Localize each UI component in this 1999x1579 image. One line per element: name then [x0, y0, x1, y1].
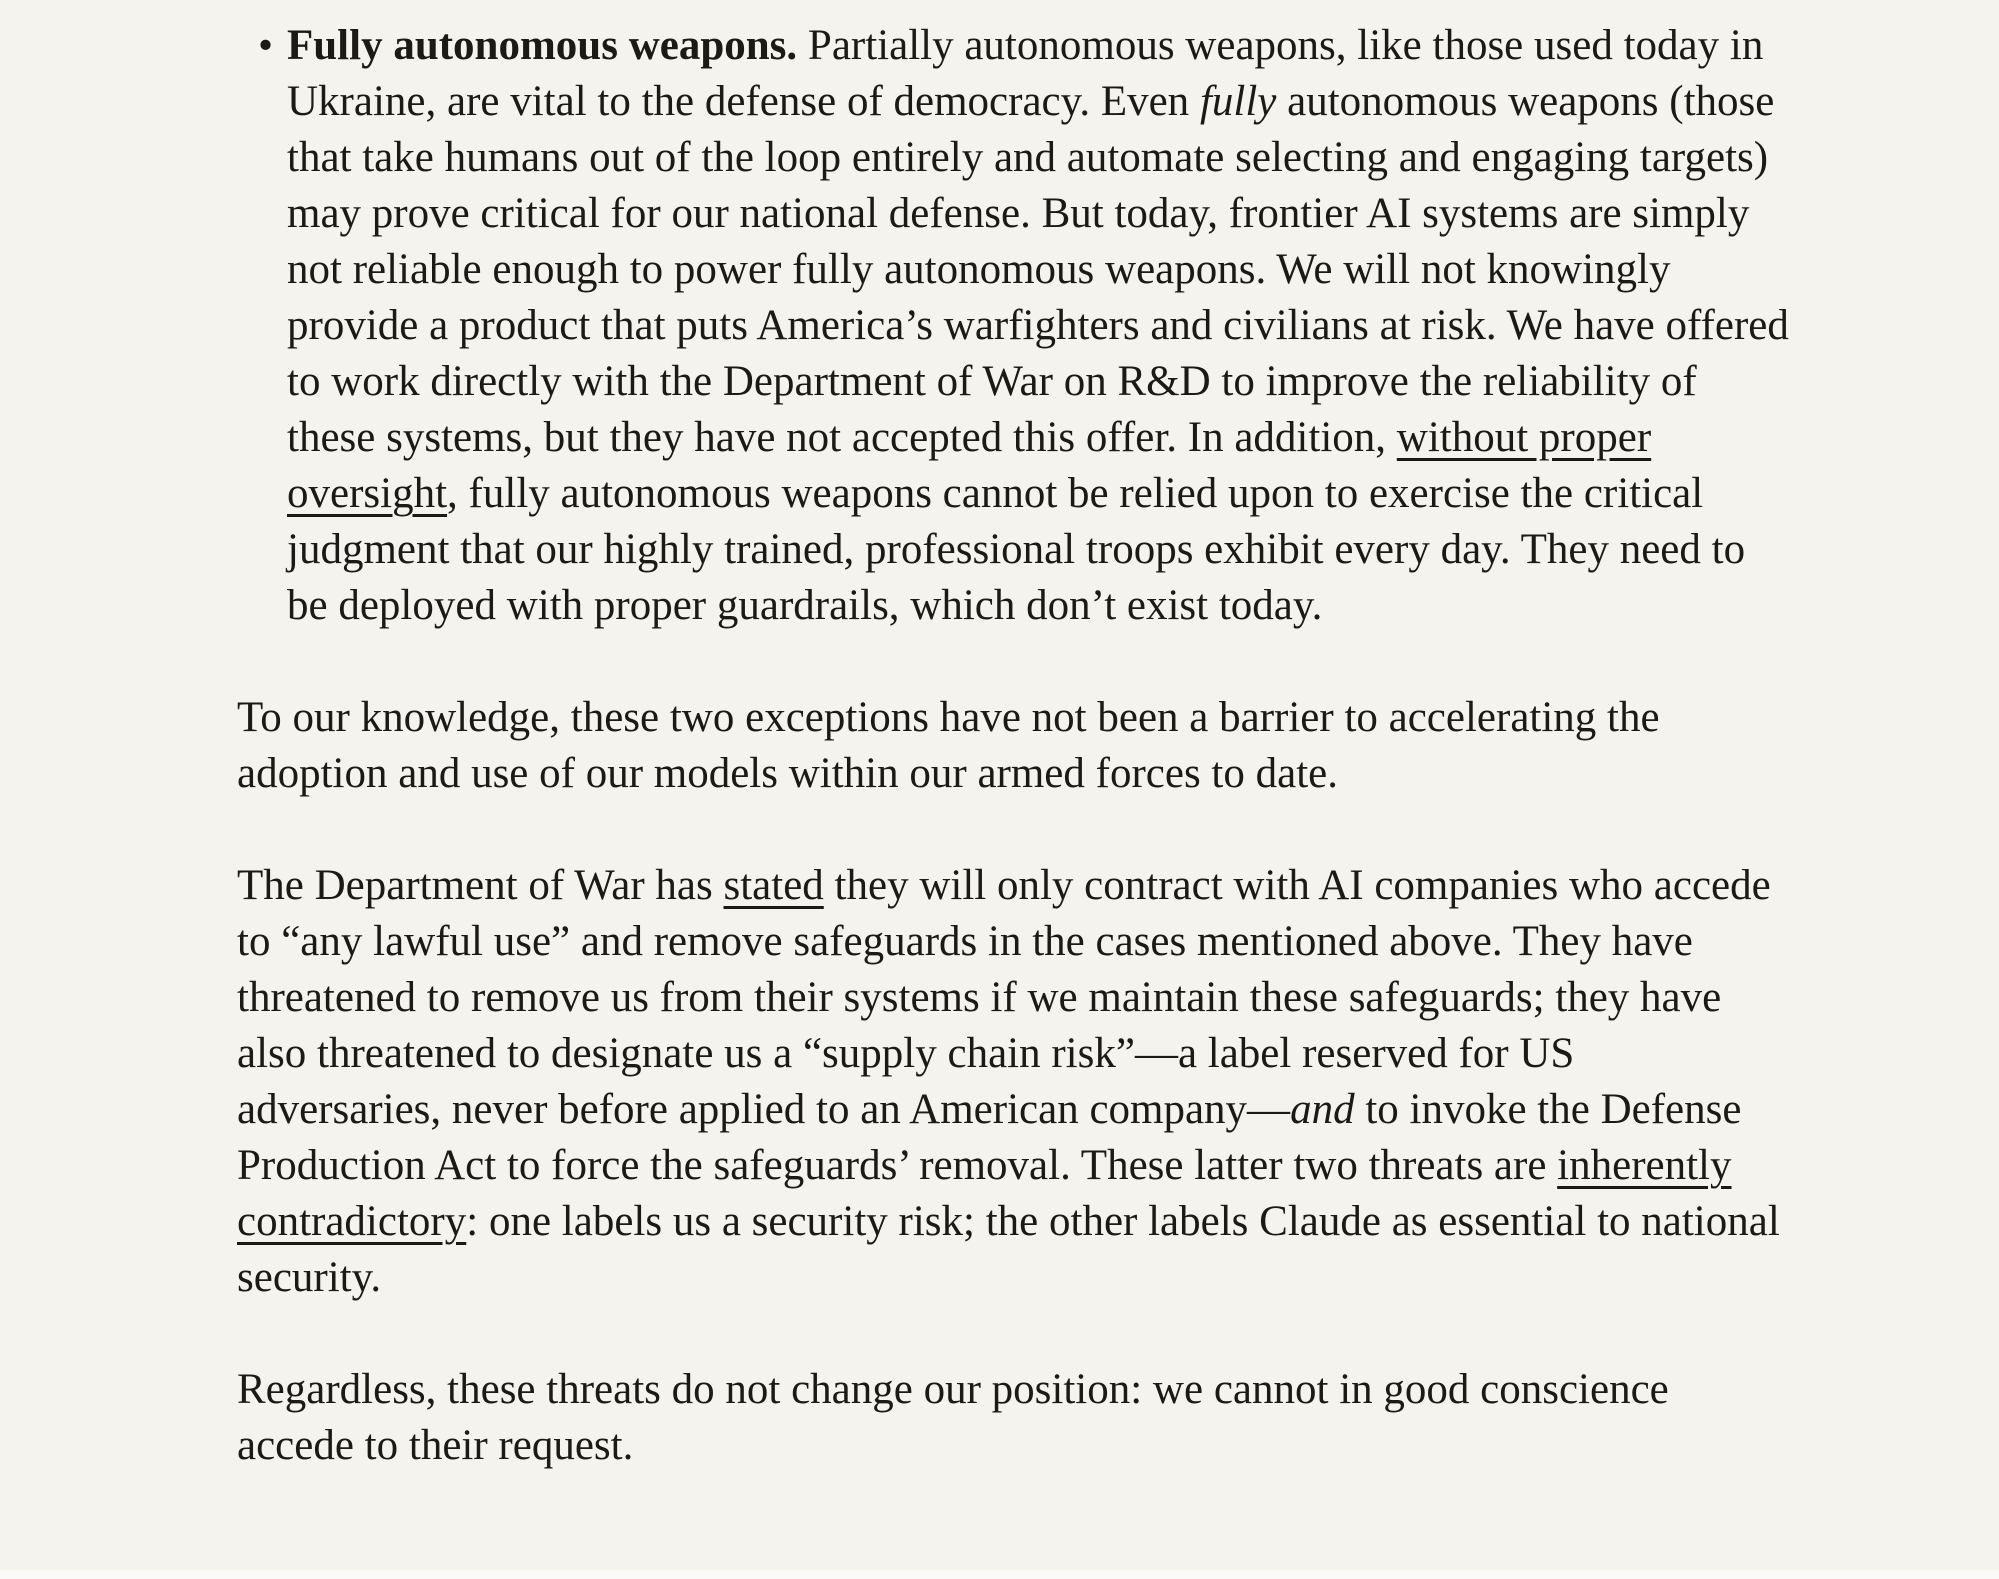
- bullet-list: [237, 18, 1789, 634]
- link-without-proper-oversight[interactable]: without proper oversight: [287, 414, 1652, 517]
- viewport-bottom-edge: [0, 1570, 1999, 1579]
- link-inherently-contradictory[interactable]: inherently contradictory: [237, 1142, 1732, 1245]
- link-stated[interactable]: stated: [723, 862, 824, 909]
- list-item-text: Fully autonomous weapons. Partially autonomous weapons, like those used today in Ukraine, are vital to the defense of democracy. Even fully autonomous weapons (those that take humans out of the loop entirely and automate selecting and engaging targets) may prove critical for our national defense. But today, frontier AI systems are simply not reliable enough to power fully autonomous weapons. We will not knowingly provide a product that puts America’s warfighters and civilians at risk. We have offered to work directly with the Department of War on R&D to improve the reliability of these systems, but they have not accepted this offer. In addition, without proper oversight, fully autonomous weapons cannot be relied upon to exercise the critical judgment that our highly trained, professional troops exhibit every day. They need to be deployed with proper guardrails, which don’t exist today.: [287, 22, 1789, 629]
- paragraph-regardless: Regardless, these threats do not change our position: we cannot in good conscience accede to their request.: [237, 1366, 1669, 1469]
- paragraph-knowledge: To our knowledge, these two exceptions have not been a barrier to accelerating the adoption and use of our models within our armed forces to date.: [237, 694, 1660, 797]
- bullet-icon: •: [258, 22, 274, 69]
- list-item: [258, 18, 1789, 634]
- paragraph-department-of-war: The Department of War has stated they will only contract with AI companies who accede to “any lawful use” and remove safeguards in the cases mentioned above. They have threatened to remove us from their systems if we maintain these safeguards; they have also threatened to designate us a “supply chain risk”—a label reserved for US adversaries, never before applied to an American company—and to invoke the Defense Production Act to force the safeguards’ removal. These latter two threats are inherently contradictory: one labels us a security risk; the other labels Claude as essential to national security.: [237, 862, 1780, 1301]
